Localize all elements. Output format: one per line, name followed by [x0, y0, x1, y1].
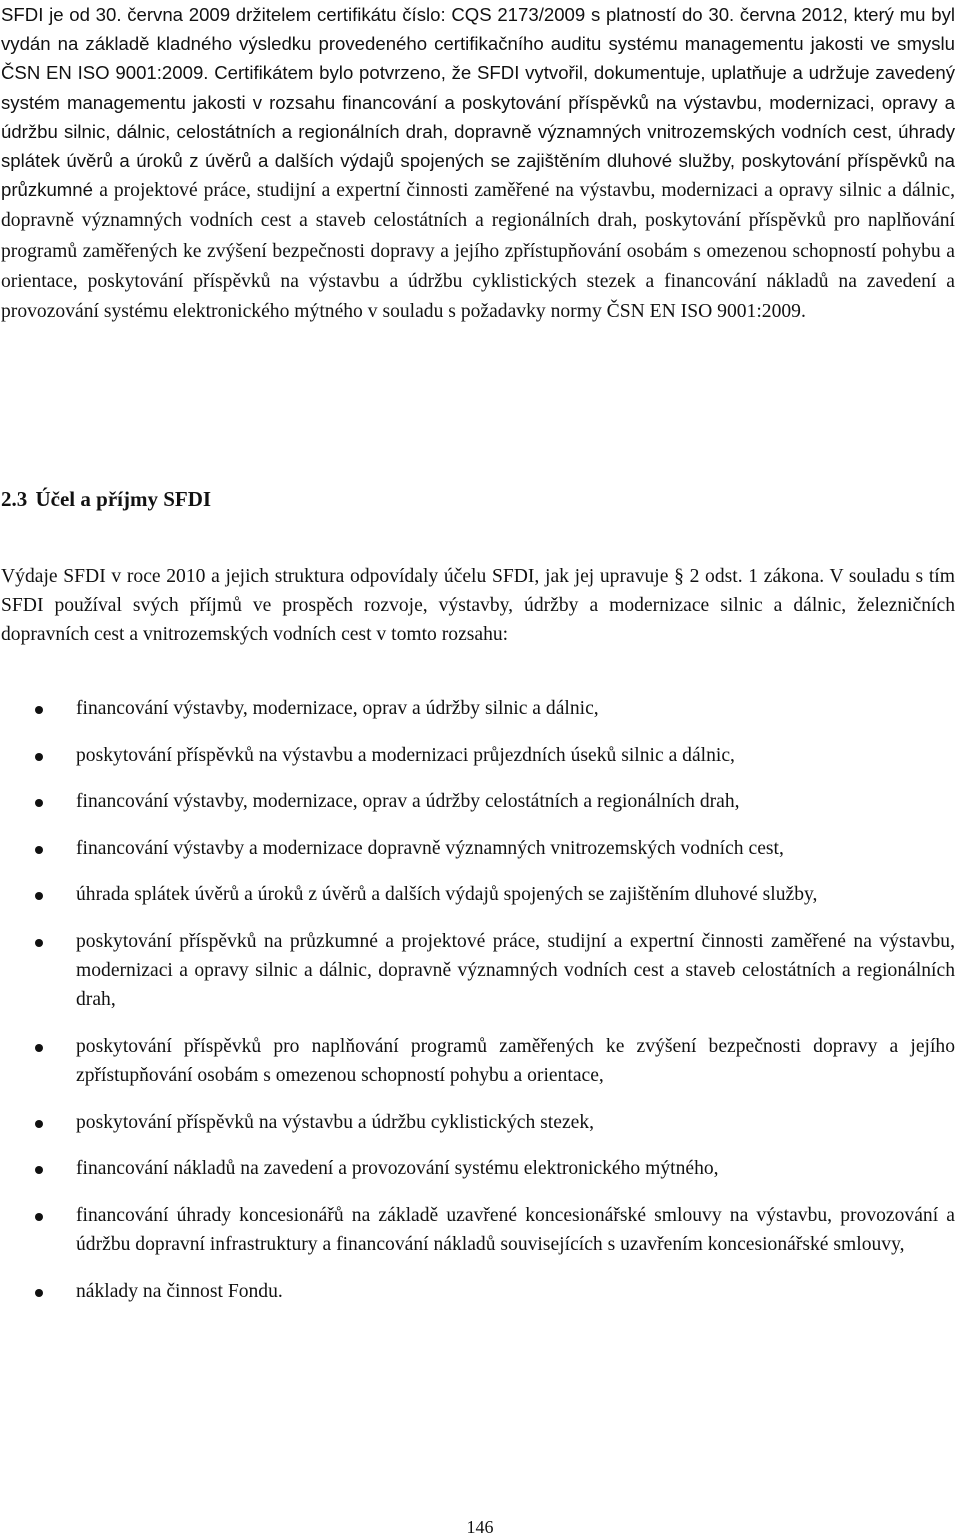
opening-paragraph-serif-part: a projektové práce, studijní a expertní činnosti zaměřené na výstavbu, modernizaci a opravy silnic a dálnic, dopravně významných vodních cest a staveb celostátních a regionálních drah, poskytování příspěvků pro naplňování programů zaměřených ke zvýšení bezpečnosti dopravy a jejího zpřístupňování osobám s omezenou schopností pohybu a orientace, poskytování příspěvků na výstavbu a údržbu cyklistických stezek a financování nákladů na zavedení a provozování systému elektronického mýtného v souladu s požadavky normy ČSN EN ISO 9001:2009. — [1, 180, 955, 323]
bullet-icon — [35, 753, 43, 761]
opening-paragraph-sans-part: SFDI je od 30. června 2009 držitelem certifikátu číslo: CQS 2173/2009 s platností do 30. června 2012, který mu byl vydán na základě kladného výsledku provedeného certifikačního auditu systému managementu jakosti ve smyslu ČSN EN ISO 9001:2009. Certifikátem bylo potvrzeno, že SFDI vytvořil, dokumentuje, uplatňuje a udržuje zavedený systém managementu jakosti v rozsahu financování a poskytování příspěvků na výstavbu, modernizaci, opravy a údržbu silnic, dálnic, celostátních a regionálních drah, dopravně významných vnitrozemských vodních cest, úhrady splátek úvěrů a úroků z úvěrů a dalších výdajů spojených se zajištěním dluhové služby, poskytování příspěvků na průzkumné — [1, 4, 955, 201]
list-item-text: financování nákladů na zavedení a provozování systému elektronického mýtného, — [76, 1158, 719, 1180]
bullet-icon — [35, 1166, 43, 1174]
section-number: 2.3 — [1, 487, 28, 511]
list-item — [0, 1201, 960, 1259]
list-item-text: financování výstavby, modernizace, oprav a údržby silnic a dálnic, — [76, 698, 599, 719]
bullet-icon — [35, 939, 43, 947]
bullet-icon — [35, 846, 43, 854]
bullet-icon — [35, 1213, 43, 1221]
list-item — [0, 1108, 960, 1137]
list-item — [0, 880, 960, 909]
list-item — [0, 1277, 960, 1306]
list-item-text: poskytování příspěvků na průzkumné a projektové práce, studijní a expertní činnosti zaměřené na výstavbu, modernizaci a opravy silnic a dálnic, dopravně významných vodních cest a staveb celostátních a regionálních drah, — [76, 930, 955, 1011]
bullet-icon — [35, 706, 43, 714]
list-item-text: financování výstavby a modernizace dopravně významných vnitrozemských vodních cest, — [76, 837, 784, 859]
bullet-icon — [35, 799, 43, 807]
bullet-icon — [35, 1044, 43, 1052]
list-item-text: poskytování příspěvků pro naplňování programů zaměřených ke zvýšení bezpečnosti dopravy a jejího zpřístupňování osobám s omezenou schopností pohybu a orientace, — [76, 1035, 955, 1087]
list-item-text: náklady na činnost Fondu. — [76, 1280, 283, 1302]
bullet-icon — [35, 1120, 43, 1128]
list-item — [0, 1154, 960, 1183]
list-item-text: poskytování příspěvků na výstavbu a modernizaci průjezdních úseků silnic a dálnic, — [76, 744, 735, 766]
expense-bullet-list — [0, 694, 960, 1323]
list-item-text: poskytování příspěvků na výstavbu a údržbu cyklistických stezek, — [76, 1111, 595, 1133]
list-item — [0, 694, 960, 723]
list-item-text: financování výstavby, modernizace, oprav a údržby celostátních a regionálních drah, — [76, 791, 740, 813]
page-number: 146 — [466, 1517, 494, 1537]
opening-paragraph — [1, 0, 955, 326]
list-item-text: financování úhrady koncesionářů na základě uzavřené koncesionářské smlouvy na výstavbu, provozování a údržbu dopravní infrastruktury a financování nákladů souvisejících s uzavřením koncesionářské smlouvy, — [76, 1204, 955, 1256]
list-item — [0, 741, 960, 770]
section-heading — [1, 484, 211, 514]
bullet-icon — [35, 892, 43, 900]
list-item-text: úhrada splátek úvěrů a úroků z úvěrů a dalších výdajů spojených se zajištěním dluhové služby, — [76, 884, 818, 906]
list-item — [0, 1032, 960, 1090]
intro-paragraph: Výdaje SFDI v roce 2010 a jejich struktura odpovídaly účelu SFDI, jak jej upravuje § 2 odst. 1 zákona. V souladu s tím SFDI používal svých příjmů ve prospěch rozvoje, výstavby, údržby a modernizace silnic a dálnic, železničních dopravních cest a vnitrozemských vodních cest v tomto rozsahu: — [1, 566, 955, 646]
section-title: Účel a příjmy SFDI — [35, 487, 212, 511]
list-item — [0, 787, 960, 816]
list-item — [0, 927, 960, 1015]
list-item — [0, 834, 960, 863]
bullet-icon — [35, 1289, 43, 1297]
